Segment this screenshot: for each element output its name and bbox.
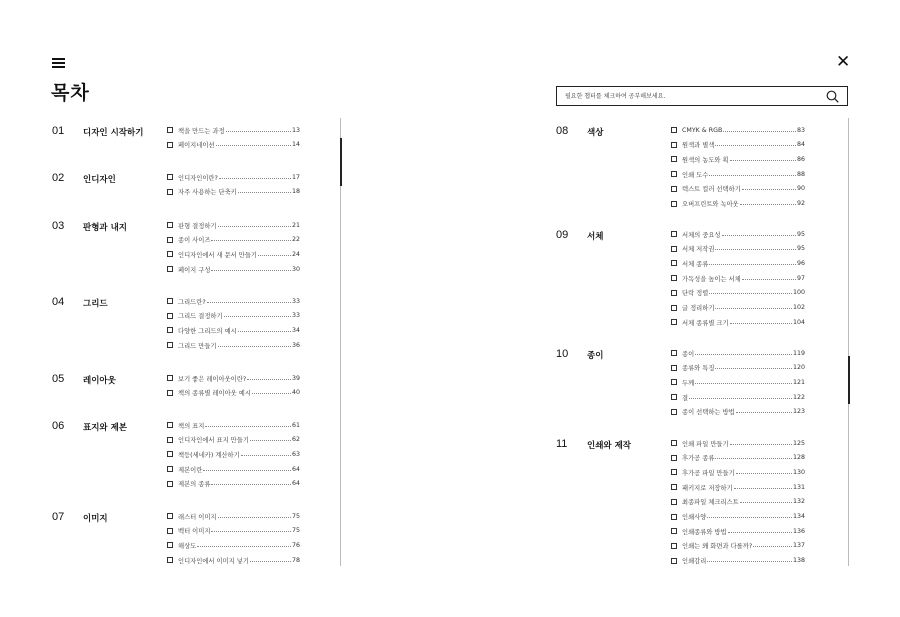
toc-item[interactable]: [671, 391, 805, 403]
item-label: 인쇄감리: [682, 558, 707, 566]
page-number: 88: [796, 170, 805, 178]
item-label: 가독성을 높이는 서체: [682, 275, 741, 283]
left-scroll-thumb[interactable]: [340, 138, 342, 186]
item-label: 인쇄사양: [682, 514, 707, 521]
chapter-checkbox[interactable]: [671, 469, 677, 475]
item-label: 원색과 별색: [682, 142, 715, 150]
search-icon[interactable]: [826, 90, 839, 103]
page-number: 138: [792, 557, 805, 565]
dot-leader: [207, 302, 291, 303]
dot-leader: [695, 383, 792, 384]
toc-item[interactable]: [167, 295, 300, 307]
page-number: 18: [291, 188, 300, 196]
dot-leader: [742, 189, 796, 190]
dot-leader: [736, 412, 792, 413]
item-label: 제본이란: [178, 466, 203, 474]
chapter-checkbox[interactable]: [671, 231, 677, 237]
item-label: 두께: [682, 379, 695, 387]
item-label: 페이지네이션: [178, 142, 215, 150]
chapter-checkbox[interactable]: [671, 350, 677, 356]
item-label: 후가공 파일 만들기: [682, 469, 735, 477]
dot-leader: [241, 455, 291, 456]
item-label: 해상도: [178, 542, 197, 550]
dot-leader: [715, 308, 792, 309]
chapter-checkbox[interactable]: [167, 542, 173, 548]
dot-leader: [218, 226, 291, 227]
chapter-checkbox[interactable]: [167, 189, 173, 195]
dot-leader: [216, 145, 291, 146]
page-number: 130: [792, 468, 805, 476]
chapter-checkbox[interactable]: [167, 557, 173, 563]
toc-item[interactable]: [671, 257, 805, 269]
page-number: 83: [796, 126, 805, 134]
page-number: 120: [792, 364, 805, 372]
section-title: 인쇄와 제작: [587, 441, 632, 451]
dot-leader: [707, 517, 792, 518]
chapter-checkbox[interactable]: [167, 127, 173, 133]
chapter-checkbox[interactable]: [671, 394, 677, 400]
item-label: 책등(세네카) 계산하기: [178, 451, 240, 459]
dot-leader: [218, 517, 291, 518]
toc-item[interactable]: [671, 452, 805, 464]
chapter-checkbox[interactable]: [671, 186, 677, 192]
section-title: 그리드: [83, 299, 108, 309]
page-number: 22: [291, 236, 300, 244]
dot-leader: [709, 264, 796, 265]
item-label: 인디자인에서 표지 만들기: [178, 437, 249, 445]
dot-leader: [238, 331, 291, 332]
toc-item[interactable]: [167, 463, 300, 475]
item-label: 결: [682, 394, 689, 402]
item-label: 원색의 농도와 획: [682, 156, 729, 164]
chapter-checkbox[interactable]: [671, 127, 677, 133]
dot-leader: [211, 531, 291, 532]
chapter-checkbox[interactable]: [167, 237, 173, 243]
section-title: 레이아웃: [83, 376, 116, 386]
toc-item[interactable]: [671, 406, 805, 418]
item-label: 그리드 만들기: [178, 342, 217, 350]
page-number: 30: [291, 265, 300, 273]
dot-leader: [740, 502, 792, 503]
item-label: 최종파일 체크리스트: [682, 499, 739, 507]
item-label: 다양한 그리드의 예시: [178, 327, 237, 335]
dot-leader: [250, 440, 291, 441]
chapter-checkbox[interactable]: [167, 313, 173, 319]
page-number: 78: [291, 556, 300, 564]
toc-item[interactable]: [671, 139, 805, 151]
chapter-checkbox[interactable]: [167, 342, 173, 348]
item-label: 자주 사용하는 단축키: [178, 189, 237, 197]
chapter-checkbox[interactable]: [167, 451, 173, 457]
chapter-checkbox[interactable]: [671, 365, 677, 371]
page-number: 136: [792, 527, 805, 535]
item-label: 인쇄는 왜 화면과 다를까?: [682, 543, 753, 551]
toc-item[interactable]: [167, 234, 300, 246]
section-title: 종이: [587, 351, 604, 361]
section-number: 11: [556, 438, 568, 450]
page-number: 17: [291, 173, 300, 181]
item-label: 인디자인이란?: [178, 174, 218, 182]
dot-leader: [258, 255, 291, 256]
page-number: 33: [291, 297, 300, 305]
page-number: 128: [792, 454, 805, 462]
dot-leader: [203, 470, 291, 471]
dot-leader: [715, 458, 792, 459]
item-label: 인쇄 파일 만들기: [682, 440, 729, 448]
page-number: 21: [291, 221, 300, 229]
item-label: 서체 저작권: [682, 246, 715, 254]
section-number: 06: [52, 420, 65, 432]
chapter-checkbox[interactable]: [167, 375, 173, 381]
chapter-checkbox[interactable]: [671, 455, 677, 461]
section-title: 인디자인: [83, 175, 116, 185]
chapter-checkbox[interactable]: [671, 319, 677, 325]
toc-item[interactable]: [671, 347, 805, 359]
page-number: 92: [796, 200, 805, 207]
item-label: 인쇄 도수: [682, 171, 709, 179]
toc-item[interactable]: [671, 555, 805, 567]
chapter-checkbox[interactable]: [671, 499, 677, 505]
toc-item[interactable]: [671, 466, 805, 478]
section-title: 판형과 내지: [83, 223, 128, 233]
toc-item[interactable]: [167, 171, 300, 183]
section-number: 05: [52, 373, 65, 385]
page-number: 86: [796, 155, 805, 163]
search-input[interactable]: [565, 90, 815, 102]
dot-leader: [709, 175, 796, 176]
page-number: 61: [291, 421, 300, 429]
page-number: 75: [291, 527, 300, 535]
page-number: 90: [796, 185, 805, 193]
dot-leader: [689, 398, 792, 399]
dot-leader: [736, 473, 792, 474]
page-number: 100: [792, 289, 805, 297]
dot-leader: [728, 532, 792, 533]
item-label: 벡터 이미지: [178, 528, 211, 536]
toc-item[interactable]: [167, 539, 300, 551]
page-number: 119: [792, 349, 805, 357]
toc-item[interactable]: [167, 478, 300, 490]
dot-leader: [753, 546, 792, 547]
section-number: 02: [52, 172, 65, 184]
chapter-checkbox[interactable]: [167, 481, 173, 487]
item-label: 서체 종류별 크기: [682, 319, 729, 327]
chapter-checkbox[interactable]: [167, 437, 173, 443]
toc-item[interactable]: [671, 316, 805, 328]
item-label: 텍스트 컬러 선택하기: [682, 186, 741, 194]
item-label: 종이 사이즈: [178, 237, 211, 245]
page-number: 102: [792, 304, 805, 311]
toc-item[interactable]: [167, 448, 300, 460]
chapter-checkbox[interactable]: [167, 142, 173, 148]
dot-leader: [247, 379, 291, 380]
chapter-checkbox[interactable]: [671, 440, 677, 446]
toc-item[interactable]: [671, 228, 805, 240]
toc-item[interactable]: [671, 153, 805, 165]
toc-item[interactable]: [671, 540, 805, 552]
toc-item[interactable]: [167, 387, 300, 399]
item-label: 종이: [682, 350, 695, 358]
item-label: 제본의 종류: [178, 481, 211, 489]
dot-leader: [742, 279, 796, 280]
dot-leader: [211, 240, 291, 241]
item-label: 그리드란?: [178, 298, 206, 306]
item-label: CMYK & RGB: [682, 126, 723, 134]
page-number: 40: [291, 389, 300, 397]
dot-leader: [226, 131, 291, 132]
search-box[interactable]: [556, 86, 848, 106]
dot-leader: [211, 484, 291, 485]
page-number: 122: [792, 393, 805, 401]
page-number: 64: [291, 480, 300, 488]
item-label: 글 정리하기: [682, 305, 715, 312]
chapter-checkbox[interactable]: [167, 513, 173, 519]
dot-leader: [218, 346, 291, 347]
toc-item[interactable]: [167, 124, 300, 136]
dot-leader: [252, 393, 291, 394]
dot-leader: [224, 316, 291, 317]
chapter-checkbox[interactable]: [671, 142, 677, 148]
toc-item[interactable]: [671, 243, 805, 255]
chapter-checkbox[interactable]: [671, 558, 677, 564]
dot-leader: [707, 561, 792, 562]
item-label: 인디자인에서 새 문서 만들기: [178, 251, 257, 259]
page-number: 84: [796, 141, 805, 149]
item-label: 인디자인에서 이미지 넣기: [178, 557, 249, 565]
page-number: 39: [291, 374, 300, 382]
item-label: 오버프린트와 녹아웃: [682, 201, 739, 208]
menu-icon[interactable]: [52, 58, 65, 68]
chapter-checkbox[interactable]: [671, 275, 677, 281]
dot-leader: [734, 488, 792, 489]
toc-item[interactable]: [671, 511, 805, 523]
toc-item[interactable]: [167, 372, 300, 384]
dot-leader: [211, 270, 291, 271]
toc-item[interactable]: [671, 272, 805, 284]
chapter-checkbox[interactable]: [671, 528, 677, 534]
page-number: 63: [291, 450, 300, 458]
dot-leader: [723, 131, 796, 132]
page-number: 76: [291, 541, 300, 549]
chapter-checkbox[interactable]: [671, 514, 677, 520]
toc-item[interactable]: [671, 302, 805, 314]
item-label: 책의 표지: [178, 422, 205, 430]
toc-item[interactable]: [671, 437, 805, 449]
dot-leader: [695, 354, 792, 355]
page-number: 104: [792, 318, 805, 326]
chapter-checkbox[interactable]: [167, 298, 173, 304]
chapter-checkbox[interactable]: [671, 290, 677, 296]
dot-leader: [715, 145, 796, 146]
section-number: 07: [52, 511, 65, 523]
dot-leader: [197, 546, 291, 547]
page-title: 목차: [51, 82, 90, 104]
page-number: 14: [291, 141, 300, 149]
page-number: 24: [291, 250, 300, 258]
toc-item[interactable]: [671, 481, 805, 493]
chapter-checkbox[interactable]: [167, 390, 173, 396]
page-number: 33: [291, 312, 300, 320]
toc-item[interactable]: [167, 248, 300, 260]
toc-item[interactable]: [167, 525, 300, 537]
dot-leader: [730, 323, 792, 324]
toc-item[interactable]: [167, 554, 300, 566]
toc-item[interactable]: [167, 324, 300, 336]
item-label: 책을 만드는 과정: [178, 127, 225, 135]
chapter-checkbox[interactable]: [671, 543, 677, 549]
page-number: 13: [291, 126, 300, 134]
toc-item[interactable]: [167, 510, 300, 522]
toc-item[interactable]: [671, 525, 805, 537]
item-label: 서체 종류: [682, 260, 709, 268]
dot-leader: [715, 368, 792, 369]
toc-item[interactable]: [167, 139, 300, 151]
item-label: 종이 선택하는 방법: [682, 409, 735, 417]
chapter-checkbox[interactable]: [167, 422, 173, 428]
section-number: 03: [52, 220, 65, 232]
page-number: 137: [792, 542, 805, 550]
dot-leader: [715, 249, 796, 250]
item-label: 인쇄종류와 방법: [682, 528, 727, 536]
section-number: 09: [556, 229, 569, 241]
toc-item[interactable]: [671, 168, 805, 180]
page-number: 75: [291, 512, 300, 520]
item-label: 페이지 구성: [178, 266, 211, 274]
chapter-checkbox[interactable]: [167, 174, 173, 180]
chapter-checkbox[interactable]: [671, 246, 677, 252]
item-label: 래스터 이미지: [178, 513, 217, 521]
dot-leader: [730, 444, 792, 445]
item-label: 서체의 중요성: [682, 231, 721, 239]
right-scroll-track[interactable]: [848, 118, 849, 566]
section-title: 표지와 제본: [83, 423, 128, 433]
dot-leader: [250, 561, 291, 562]
chapter-checkbox[interactable]: [167, 222, 173, 228]
section-number: 01: [52, 125, 65, 137]
section-number: 10: [556, 348, 569, 360]
page-number: 95: [796, 245, 805, 253]
page-number: 36: [291, 341, 300, 349]
dot-leader: [730, 160, 796, 161]
toc-item[interactable]: [671, 124, 805, 136]
item-label: 단락 정렬: [682, 290, 709, 298]
chapter-checkbox[interactable]: [671, 171, 677, 177]
item-label: 그리드 결정하기: [178, 313, 223, 321]
item-label: 종류와 특징: [682, 365, 715, 373]
page-number: 34: [291, 326, 300, 334]
page-number: 95: [796, 230, 805, 238]
chapter-checkbox[interactable]: [671, 305, 677, 311]
section-title: 색상: [587, 128, 604, 138]
page-number: 123: [792, 408, 805, 416]
toc-item[interactable]: [167, 219, 300, 231]
section-number: 08: [556, 125, 569, 137]
item-label: 책의 종류별 레이아웃 예시: [178, 390, 251, 398]
toc-item[interactable]: [167, 310, 300, 322]
chapter-checkbox[interactable]: [671, 409, 677, 415]
item-label: 보기 좋은 레이아웃이란?: [178, 375, 247, 383]
page-number: 131: [792, 483, 805, 491]
toc-item[interactable]: [671, 376, 805, 388]
toc-item[interactable]: [671, 183, 805, 195]
toc-item[interactable]: [167, 263, 300, 275]
item-label: 패키지로 저장하기: [682, 484, 733, 492]
chapter-checkbox[interactable]: [671, 379, 677, 385]
page-number: 64: [291, 465, 300, 473]
toc-item[interactable]: [167, 339, 300, 351]
toc-item[interactable]: [167, 434, 300, 446]
page-number: 62: [291, 436, 300, 444]
toc-item[interactable]: [671, 198, 805, 210]
section-title: 이미지: [83, 514, 108, 524]
toc-item[interactable]: [167, 186, 300, 198]
dot-leader: [238, 192, 291, 193]
toc-item[interactable]: [167, 419, 300, 431]
page-number: 96: [796, 259, 805, 267]
page-number: 134: [792, 513, 805, 520]
page-number: 97: [796, 274, 805, 282]
chapter-checkbox[interactable]: [167, 466, 173, 472]
close-icon[interactable]: ✕: [836, 52, 851, 72]
section-number: 04: [52, 296, 65, 308]
chapter-checkbox[interactable]: [671, 201, 677, 207]
dot-leader: [709, 293, 792, 294]
chapter-checkbox[interactable]: [671, 260, 677, 266]
section-title: 디자인 시작하기: [83, 128, 144, 138]
chapter-checkbox[interactable]: [671, 484, 677, 490]
dot-leader: [740, 204, 796, 205]
right-scroll-thumb[interactable]: [848, 356, 850, 404]
dot-leader: [205, 426, 291, 427]
dot-leader: [722, 235, 796, 236]
toc-item[interactable]: [671, 287, 805, 299]
page-number: 125: [792, 439, 805, 447]
toc-item[interactable]: [671, 496, 805, 508]
chapter-checkbox[interactable]: [671, 156, 677, 162]
chapter-checkbox[interactable]: [167, 266, 173, 272]
chapter-checkbox[interactable]: [167, 528, 173, 534]
page-number: 121: [792, 378, 805, 386]
item-label: 판형 결정하기: [178, 222, 217, 230]
section-title: 서체: [587, 232, 604, 242]
chapter-checkbox[interactable]: [167, 251, 173, 257]
item-label: 후가공 종류: [682, 455, 715, 463]
page-number: 132: [792, 498, 805, 506]
chapter-checkbox[interactable]: [167, 327, 173, 333]
dot-leader: [219, 178, 291, 179]
toc-item[interactable]: [671, 362, 805, 374]
